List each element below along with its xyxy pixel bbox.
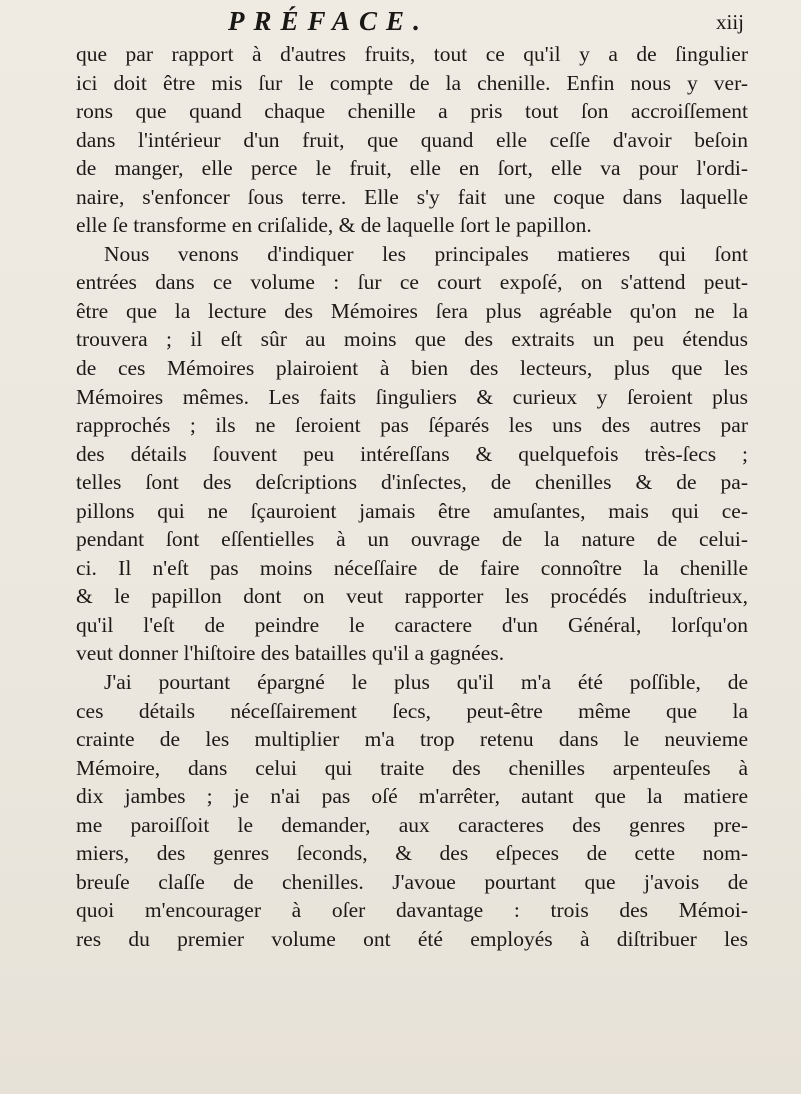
text-line: elle ſe transforme en criſalide, & de laquelle ſort le papillon. bbox=[76, 213, 592, 238]
text-line: breuſe claſſe de chenilles. J'avoue pourtant que j'avois de bbox=[76, 869, 748, 894]
text-line: res du premier volume ont été employés à diſtribuer les bbox=[76, 926, 748, 951]
text-line: Mémoires mêmes. Les faits ſinguliers & curieux y ſeroient plus bbox=[76, 384, 748, 409]
text-line: être que la lecture des Mémoires ſera plus agréable qu'on ne la bbox=[76, 298, 748, 323]
text-line: ici doit être mis ſur le compte de la chenille. Enfin nous y ver- bbox=[76, 70, 748, 95]
text-line: que par rapport à d'autres fruits, tout ce qu'il y a de ſingulier bbox=[76, 42, 748, 66]
text-line: naire, s'enfoncer ſous terre. Elle s'y fait une coque dans laquelle bbox=[76, 184, 748, 209]
text-line: J'ai pourtant épargné le plus qu'il m'a été poſſible, de bbox=[104, 670, 748, 695]
body-text bbox=[76, 40, 748, 954]
text-line: dans l'intérieur d'un fruit, que quand elle ceſſe d'avoir beſoin bbox=[76, 127, 748, 152]
text-line: telles ſont des deſcriptions d'inſectes, de chenilles & de pa- bbox=[76, 470, 748, 495]
text-line: entrées dans ce volume : ſur ce court expoſé, on s'attend peut- bbox=[76, 270, 748, 295]
text-line: rapprochés ; ils ne ſeroient pas ſéparés les uns des autres par bbox=[76, 413, 748, 438]
text-line: Mémoire, dans celui qui traite des chenilles arpenteuſes à bbox=[76, 755, 748, 780]
text-line: trouvera ; il eſt sûr au moins que des extraits un peu étendus bbox=[76, 327, 748, 352]
text-line: quoi m'encourager à oſer davantage : trois des Mémoi- bbox=[76, 898, 748, 923]
page-number: xiij bbox=[716, 10, 745, 34]
text-line: me paroiſſoit le demander, aux caracteres des genres pre- bbox=[76, 812, 748, 837]
running-head bbox=[0, 6, 801, 40]
page-title: PRÉFACE. bbox=[228, 6, 429, 36]
text-line: & le papillon dont on veut rapporter les procédés induſtrieux, bbox=[76, 584, 748, 609]
text-line: pillons qui ne ſçauroient jamais être amuſantes, mais qui ce- bbox=[76, 498, 748, 523]
text-line: qu'il l'eſt de peindre le caractere d'un Général, lorſqu'on bbox=[76, 612, 748, 637]
text-line: miers, des genres ſeconds, & des eſpeces de cette nom- bbox=[76, 841, 748, 866]
text-line: de manger, elle perce le fruit, elle en ſort, elle va pour l'ordi- bbox=[76, 156, 748, 181]
text-line: pendant ſont eſſentielles à un ouvrage de la nature de celui- bbox=[76, 527, 748, 552]
text-line: des détails ſouvent peu intéreſſans & quelquefois très-ſecs ; bbox=[76, 441, 748, 466]
text-line: dix jambes ; je n'ai pas oſé m'arrêter, autant que la matiere bbox=[76, 784, 748, 809]
text-line: de ces Mémoires plairoient à bien des lecteurs, plus que les bbox=[76, 356, 748, 381]
text-line: Nous venons d'indiquer les principales matieres qui ſont bbox=[104, 241, 748, 266]
text-line: ces détails néceſſairement ſecs, peut-être même que la bbox=[76, 698, 748, 723]
text-line: veut donner l'hiſtoire des batailles qu'il a gagnées. bbox=[76, 641, 505, 666]
text-line: crainte de les multiplier m'a trop retenu dans le neuvieme bbox=[76, 727, 748, 752]
text-line: ci. Il n'eſt pas moins néceſſaire de faire connoître la chenille bbox=[76, 555, 748, 580]
text-line: rons que quand chaque chenille a pris tout ſon accroiſſement bbox=[76, 99, 748, 124]
